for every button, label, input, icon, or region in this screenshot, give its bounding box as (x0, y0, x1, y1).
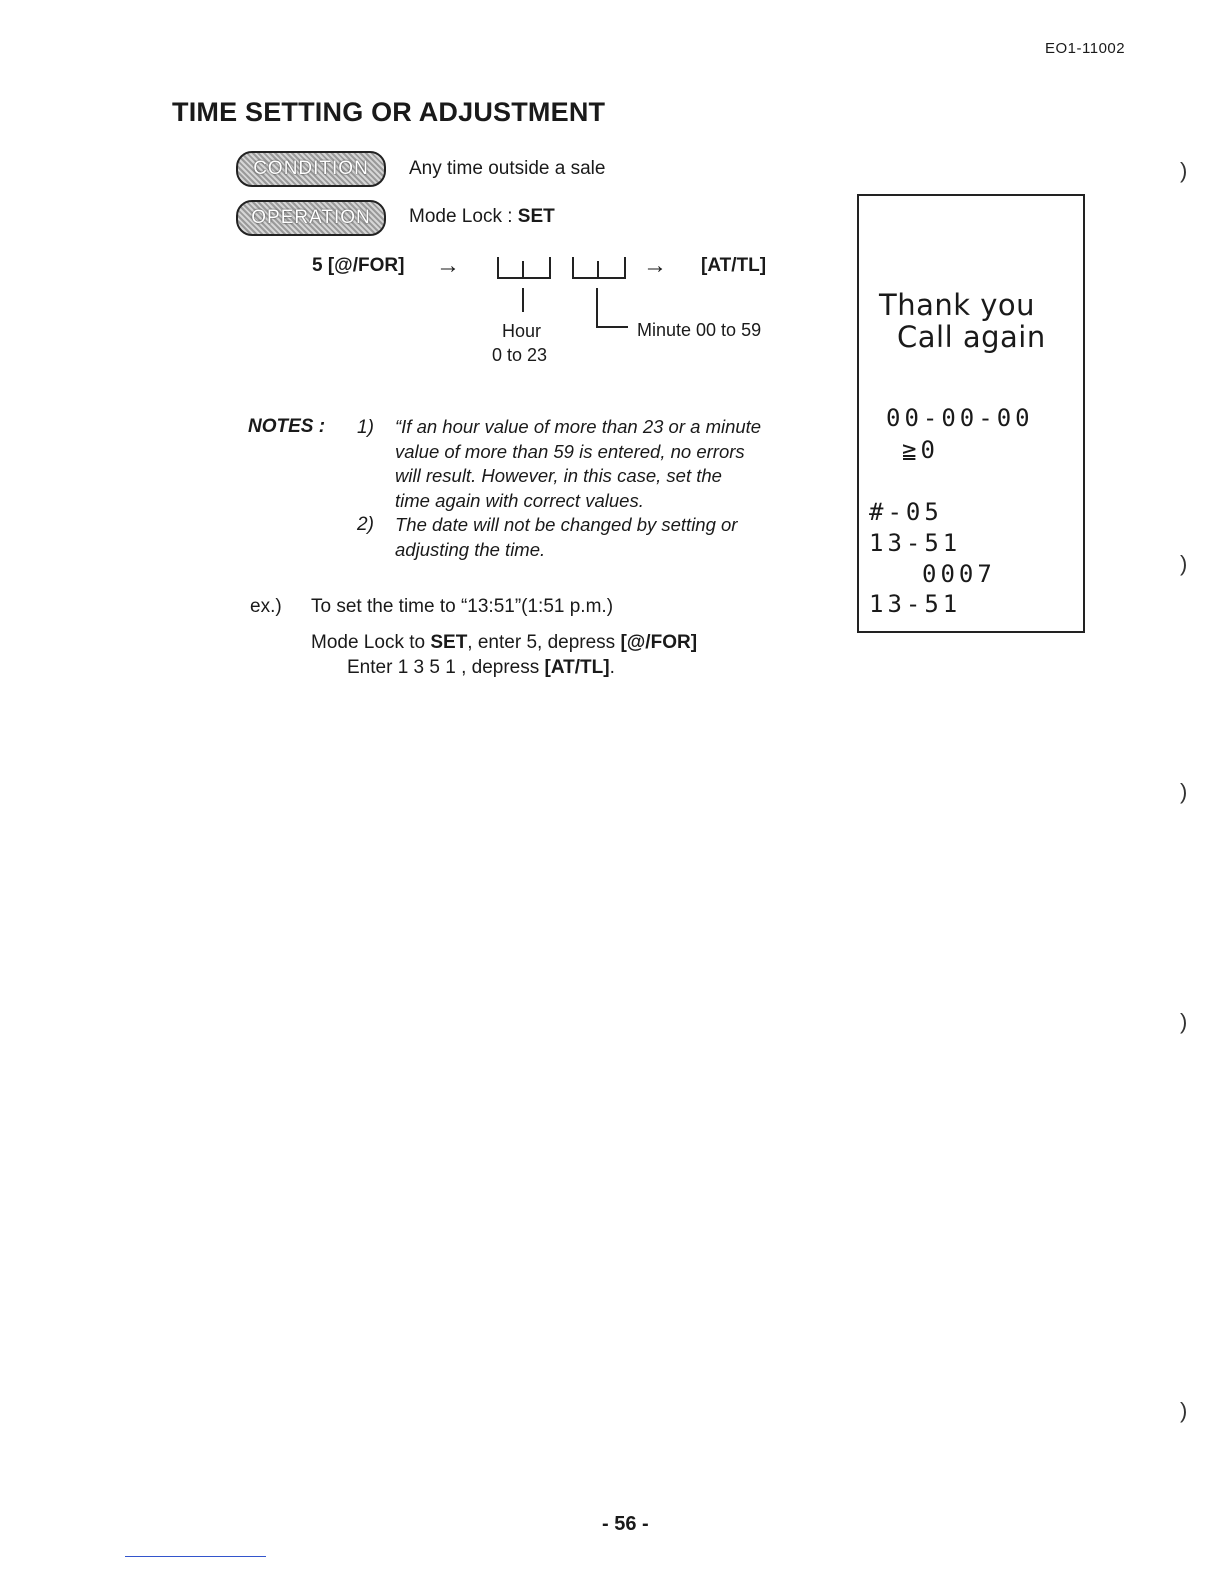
note-text (395, 415, 815, 513)
footer-rule (125, 1556, 266, 1557)
receipt-date: 00-00-00 (886, 404, 1034, 432)
margin-mark: ) (1180, 1009, 1188, 1034)
receipt-count: 0007 (922, 560, 996, 588)
operation-mode: SET (517, 206, 555, 227)
example-bold: [@/FOR] (620, 632, 698, 653)
note-line: time again with correct values. (395, 489, 644, 511)
example-label: ex.) (250, 596, 282, 617)
hour-range: 0 to 23 (492, 345, 548, 365)
arrow-icon: → (643, 252, 667, 279)
condition-text: Any time outside a sale (409, 158, 606, 179)
operation-text (409, 206, 555, 228)
margin-mark: ) (1180, 1398, 1188, 1423)
receipt-register: ≧0 (902, 436, 939, 464)
note-line: “If an hour value of more than 23 or a minute (395, 416, 762, 437)
margin-mark: ) (1180, 158, 1188, 183)
hour-leader-line (522, 288, 524, 312)
receipt-time: 13-51 (869, 590, 962, 618)
minute-leader-line (596, 326, 628, 328)
example-text: , enter 5, depress (467, 632, 621, 653)
example-text: . (609, 657, 615, 678)
example-text: Enter 1 3 5 1 , depress (347, 657, 545, 678)
note-text (395, 513, 815, 562)
operation-prefix: Mode Lock : (409, 206, 513, 227)
note-number: 2) (357, 514, 374, 535)
minute-label: Minute 00 to 59 (637, 320, 762, 340)
page-number: - 56 - (602, 1513, 649, 1535)
note-line: will result. However, in this case, set the (395, 465, 722, 486)
example-bold: SET (430, 632, 468, 653)
note-line: adjusting the time. (395, 538, 546, 560)
example-text: Mode Lock to (311, 632, 431, 653)
margin-mark: ) (1180, 779, 1188, 804)
receipt-time: 13-51 (869, 529, 962, 557)
condition-badge: CONDITION (236, 151, 386, 187)
document-code: EO1-11002 (1045, 40, 1126, 57)
minute-leader-line (596, 288, 598, 328)
arrow-icon: → (436, 252, 460, 279)
operation-badge: OPERATION (236, 200, 386, 236)
receipt-message: Call again (897, 320, 1046, 354)
receipt-consecutive: #-05 (869, 498, 943, 526)
page-title: TIME SETTING OR ADJUSTMENT (172, 97, 606, 127)
example-line: To set the time to “13:51”(1:51 p.m.) (311, 596, 614, 617)
note-line: The date will not be changed by setting or (395, 514, 738, 535)
margin-mark: ) (1180, 551, 1188, 576)
note-line: value of more than 59 is entered, no errors (395, 440, 745, 462)
sequence-end: [AT/TL] (701, 255, 767, 276)
minute-entry-box (572, 257, 626, 279)
example-bold: [AT/TL] (544, 657, 610, 678)
note-number: 1) (357, 417, 374, 438)
receipt-sample (857, 194, 1085, 633)
notes-heading: NOTES : (248, 416, 326, 437)
sequence-start: 5 [@/FOR] (312, 255, 405, 276)
receipt-message: Thank you (879, 288, 1036, 322)
example-line (311, 632, 697, 654)
hour-label: Hour (502, 321, 542, 341)
example-line (347, 657, 615, 679)
hour-entry-box (497, 257, 551, 279)
